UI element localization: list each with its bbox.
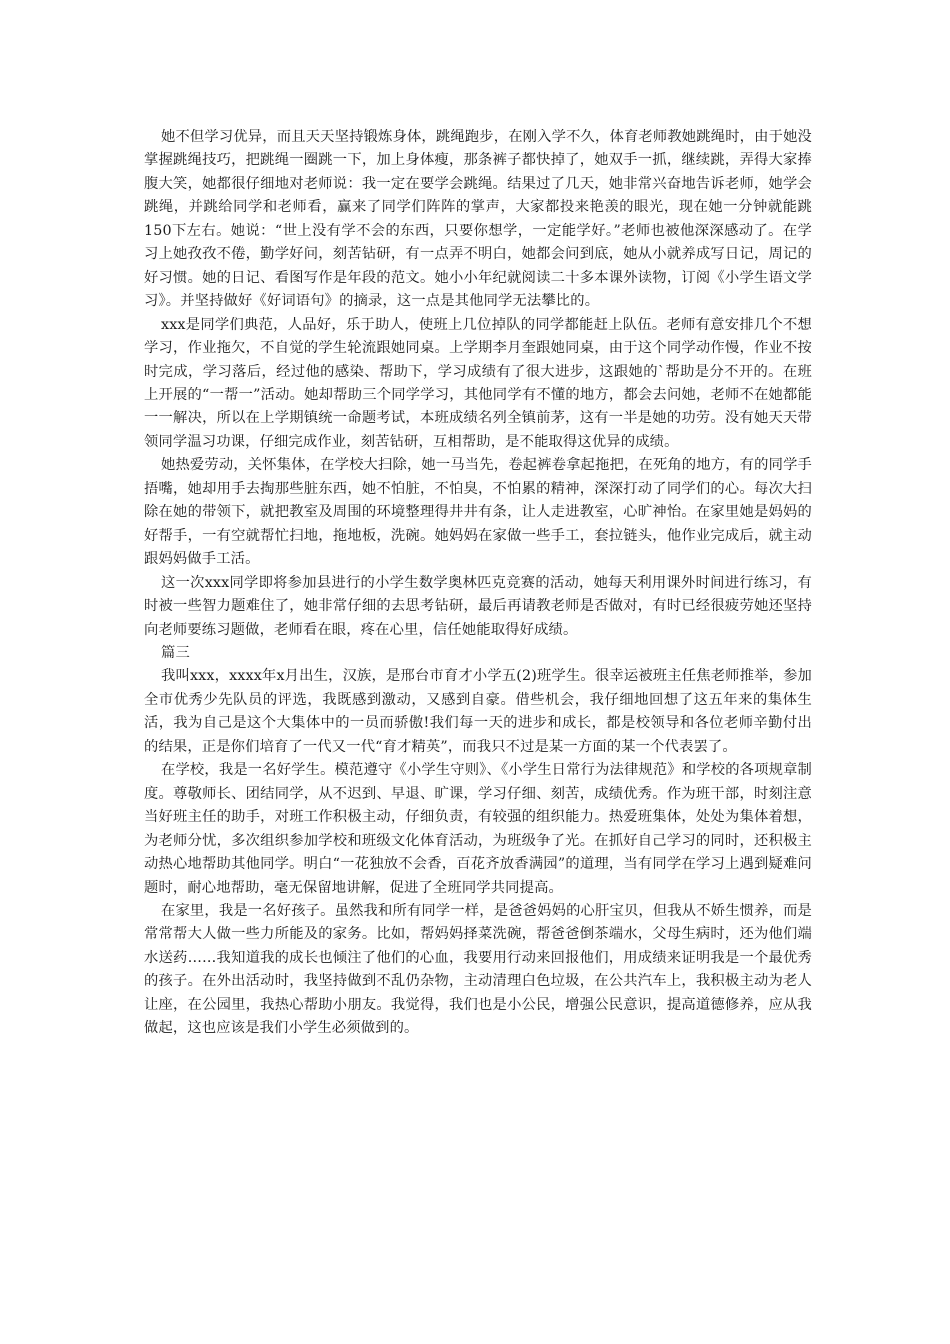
section-heading: 篇三 <box>161 644 190 661</box>
paragraph-4: 这一次xxx同学即将参加县进行的小学生数学奥林匹克竞赛的活动，她每天利用课外时间进行练习，有时被一些智力题难住了，她非常仔细的去思考钻研，最后再请教老师是否做对，有时已经很疲劳她还坚持向老师要练习题做，老师看在眼，疼在心里，信任她能取得好成绩。 <box>144 574 812 638</box>
document-body <box>144 126 812 1041</box>
section-paragraph-3: 在家里，我是一名好孩子。虽然我和所有同学一样，是爸爸妈妈的心肝宝贝，但我从不娇生惯养，而是常常帮大人做一些力所能及的家务。比如，帮妈妈择菜洗碗，帮爸爸倒茶端水，父母生病时，还为他们端水送药……我知道我的成长也倾注了他们的心血，我要用行动来回报他们，用成绩来证明我是一个最优秀的孩子。在外出活动时，我坚持做到不乱仍杂物，主动清理白色垃圾，在公共汽车上，我积极主动为老人让座，在公园里，我热心帮助小朋友。我觉得，我们也是小公民，增强公民意识，提高道德修养，应从我做起，这也应该是我们小学生必须做到的。 <box>144 902 812 1037</box>
paragraph-2: xxx是同学们典范，人品好，乐于助人，使班上几位掉队的同学都能赶上队伍。老师有意安排几个不想学习，作业拖欠，不自觉的学生轮流跟她同桌。上学期李月奎跟她同桌，由于这个同学动作慢，作业不按时完成，学习落后，经过他的感染、帮助下，学习成绩有了很大进步，这跟她的`帮助是分不开的。在班上开展的“一帮一”活动。她却帮助三个同学学习，其他同学有不懂的地方，都会去问她，老师不在她都能一一解决，所以在上学期镇统一命题考试，本班成绩名列全镇前茅，这有一半是她的功劳。没有她天天带领同学温习功课，仔细完成作业，刻苦钻研，互相帮助，是不能取得这优异的成绩。 <box>144 316 812 450</box>
section-paragraph-2: 在学校，我是一名好学生。模范遵守《小学生守则》、《小学生日常行为法律规范》和学校的各项规章制度。尊敬师长、团结同学，从不迟到、早退、旷课，学习仔细、刻苦，成绩优秀。作为班干部，时刻注意当好班主任的助手，对班工作积极主动，仔细负责，有较强的组织能力。热爱班集体，处处为集体着想，为老师分忧，多次组织参加学校和班级文化体育活动，为班级争了光。在抓好自己学习的同时，还积极主动热心地帮助其他同学。明白“一花独放不会香，百花齐放香满园”的道理，当有同学在学习上遇到疑难问题时，耐心地帮助，毫无保留地讲解，促进了全班同学共同提高。 <box>144 762 812 896</box>
section-paragraph-1: 我叫xxx，xxxx年x月出生，汉族，是邢台市育才小学五(2)班学生。很幸运被班主任焦老师推举，参加全市优秀少先队员的评选，我既感到激动，又感到自豪。借些机会，我仔细地回想了这五年来的集体生活，我为自己是这个大集体中的一员而骄傲!我们每一天的进步和成长，都是校领导和各位老师辛勤付出的结果，正是你们培育了一代又一代“育才精英”，而我只不过是某一方面的某一个代表罢了。 <box>144 668 812 755</box>
paragraph-1: 她不但学习优异，而且天天坚持锻炼身体，跳绳跑步，在刚入学不久，体育老师教她跳绳时，由于她没掌握跳绳技巧，把跳绳一圈跳一下，加上身体瘦，那条裤子都快掉了，她双手一抓，继续跳，弄得大家捧腹大笑，她都很仔细地对老师说：我一定在要学会跳绳。结果过了几天，她非常兴奋地告诉老师，她学会跳绳，并跳给同学和老师看，赢来了同学们阵阵的掌声，大家都投来艳羡的眼光，现在她一分钟就能跳150下左右。她说：“世上没有学不会的东西，只要你想学，一定能学好。”老师也被他深深感动了。在学习上她孜孜不倦，勤学好问，刻苦钻研，有一点弄不明白，她都会问到底，她从小就养成写日记，周记的好习惯。她的日记、看图写作是年段的范文。她小小年纪就阅读二十多本课外读物，订阅《小学生语文学习》。并坚持做好《好词语句》的摘录，这一点是其他同学无法攀比的。 <box>144 129 812 310</box>
paragraph-3: 她热爱劳动，关怀集体，在学校大扫除，她一马当先，卷起裤卷拿起拖把，在死角的地方，有的同学手捂嘴，她却用手去掏那些脏东西，她不怕脏，不怕臭，不怕累的精神，深深打动了同学们的心。每次大扫除在她的带领下，就把教室及周围的环境整理得井井有条，让人走进教室，心旷神怡。在家里她是妈妈的好帮手，一有空就帮忙扫地，拖地板，洗碗。她妈妈在家做一些手工，套拉链头，他作业完成后，就主动跟妈妈做手工活。 <box>144 457 812 568</box>
